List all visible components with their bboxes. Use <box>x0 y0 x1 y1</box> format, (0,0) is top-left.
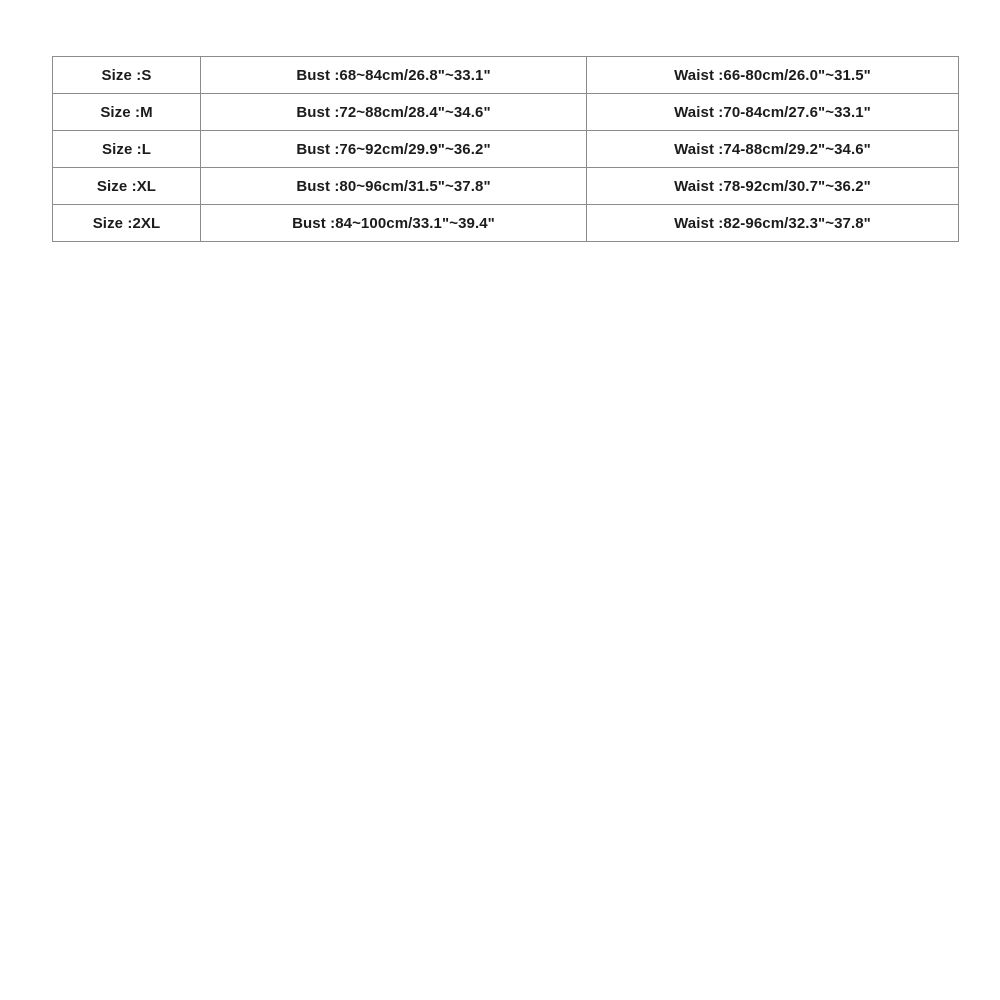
table-row <box>53 131 959 168</box>
size-cell: Size :L <box>53 131 201 168</box>
size-cell: Size :S <box>53 57 201 94</box>
bust-cell: Bust :72~88cm/28.4"~34.6" <box>201 94 587 131</box>
bust-cell: Bust :84~100cm/33.1"~39.4" <box>201 205 587 242</box>
waist-cell: Waist :74-88cm/29.2"~34.6" <box>587 131 959 168</box>
table-row <box>53 205 959 242</box>
bust-cell: Bust :68~84cm/26.8"~33.1" <box>201 57 587 94</box>
bust-cell: Bust :76~92cm/29.9"~36.2" <box>201 131 587 168</box>
size-cell: Size :XL <box>53 168 201 205</box>
waist-cell: Waist :78-92cm/30.7"~36.2" <box>587 168 959 205</box>
waist-cell: Waist :82-96cm/32.3"~37.8" <box>587 205 959 242</box>
bust-cell: Bust :80~96cm/31.5"~37.8" <box>201 168 587 205</box>
table-row <box>53 94 959 131</box>
size-cell: Size :M <box>53 94 201 131</box>
table-row <box>53 168 959 205</box>
waist-cell: Waist :70-84cm/27.6"~33.1" <box>587 94 959 131</box>
size-chart-table <box>52 56 959 242</box>
table-row <box>53 57 959 94</box>
waist-cell: Waist :66-80cm/26.0"~31.5" <box>587 57 959 94</box>
size-cell: Size :2XL <box>53 205 201 242</box>
